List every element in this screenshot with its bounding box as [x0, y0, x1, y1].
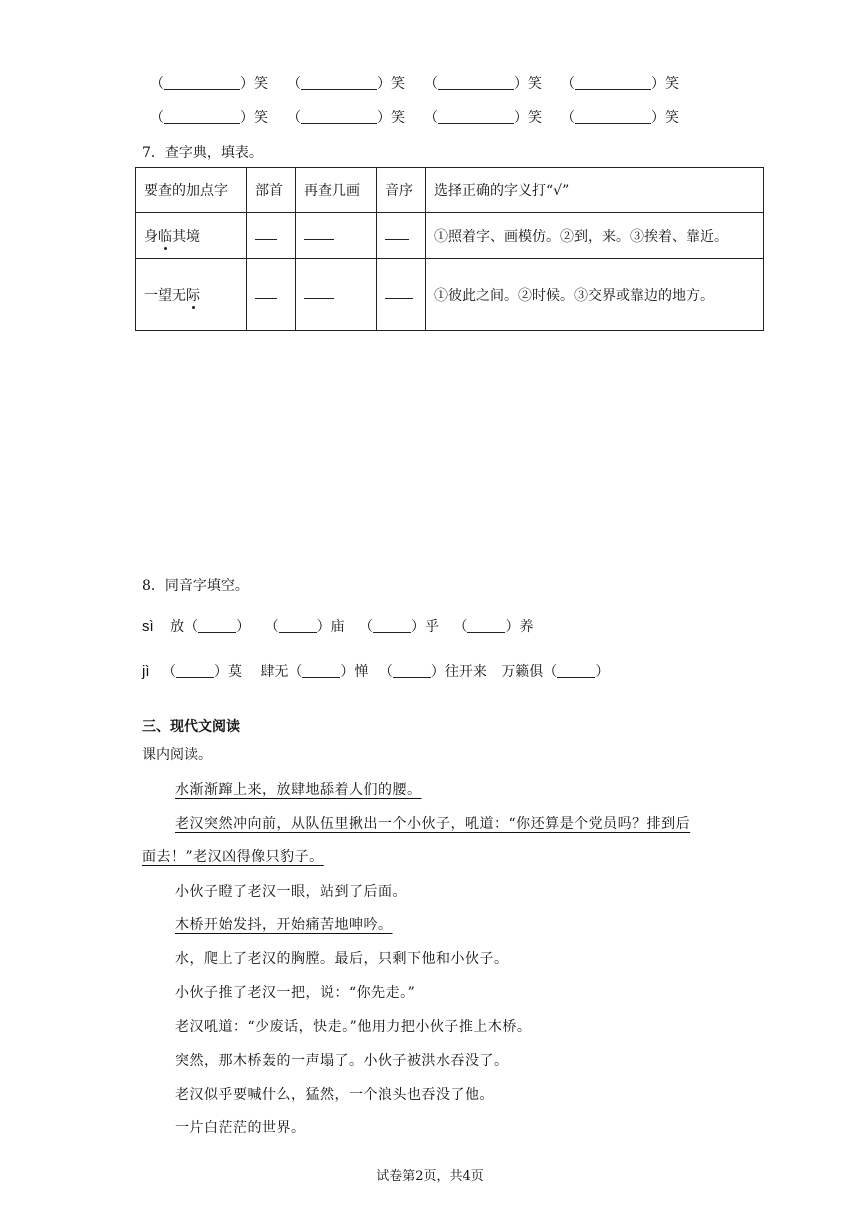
strokes-cell[interactable] — [296, 259, 377, 331]
answer-blank[interactable] — [164, 109, 240, 124]
q8-title: 8．同音字填空。 — [142, 578, 249, 594]
passage-paragraph: 突然，那木桥轰的一声塌了。小伙子被洪水吞没了。 — [175, 1053, 509, 1069]
passage-paragraph: 面去！”老汉凶得像只豹子。 — [142, 849, 324, 865]
word-cell: 一望无际 — [136, 259, 247, 331]
answer-blank[interactable] — [575, 109, 651, 124]
page-footer: 试卷第2页，共4页 — [376, 1169, 484, 1184]
passage-paragraph: 老汉似乎要喊什么，猛然，一个浪头也吞没了他。 — [175, 1087, 494, 1103]
passage-paragraph: 老汉突然冲向前，从队伍里揪出一个小伙子，吼道：“你还算是个党员吗？排到后 — [175, 816, 691, 832]
answer-blank[interactable] — [438, 75, 514, 90]
radical-cell[interactable] — [247, 213, 296, 259]
pinyin-label: jì — [142, 663, 150, 680]
answer-blank[interactable] — [164, 75, 240, 90]
laugh-blank-item: （ ）笑 — [424, 110, 542, 126]
answer-blank[interactable] — [304, 227, 334, 240]
passage-paragraph: 水渐渐蹿上来，放肆地舔着人们的腰。 — [175, 782, 422, 798]
answer-blank[interactable] — [467, 618, 505, 633]
table-row — [136, 259, 764, 331]
answer-blank[interactable] — [255, 227, 277, 240]
header-cell: 再查几画 — [296, 168, 377, 213]
answer-blank[interactable] — [279, 618, 317, 633]
header-cell: 选择正确的字义打“√” — [426, 168, 764, 213]
answer-blank[interactable] — [301, 109, 377, 124]
answer-blank[interactable] — [198, 618, 236, 633]
laugh-blank-item: （ ）笑 — [287, 76, 405, 92]
answer-blank[interactable] — [557, 663, 595, 678]
passage-paragraph: 一片白茫茫的世界。 — [175, 1120, 306, 1136]
answer-blank[interactable] — [301, 75, 377, 90]
answer-blank[interactable] — [373, 618, 411, 633]
meanings-cell[interactable]: ①彼此之间。②时候。③交界或靠边的地方。 — [426, 259, 764, 331]
table-row — [136, 213, 764, 259]
laugh-blank-item: （ ）笑 — [424, 76, 542, 92]
strokes-cell[interactable] — [296, 213, 377, 259]
passage-paragraph: 小伙子瞪了老汉一眼，站到了后面。 — [175, 884, 407, 900]
initial-cell[interactable] — [377, 213, 426, 259]
laugh-blank-item: （ ）笑 — [561, 76, 679, 92]
q8-si-row: sì 放（ ） （ ）庙 （ ）乎 （ ）养 — [142, 618, 534, 635]
passage-paragraph: 小伙子推了老汉一把，说：“你先走。” — [175, 985, 416, 1001]
word-cell: 身临其境 — [136, 213, 247, 259]
q7-title: 7．查字典，填表。 — [142, 145, 263, 161]
laugh-blank-item: （ ）笑 — [150, 110, 268, 126]
laugh-blank-item: （ ）笑 — [561, 110, 679, 126]
passage-paragraph: 水，爬上了老汉的胸膛。最后，只剩下他和小伙子。 — [175, 951, 509, 967]
header-cell: 要查的加点字 — [136, 168, 247, 213]
header-cell: 音序 — [377, 168, 426, 213]
answer-blank[interactable] — [393, 663, 431, 678]
table-header-row — [136, 168, 764, 213]
answer-blank[interactable] — [176, 663, 214, 678]
header-cell: 部首 — [247, 168, 296, 213]
dotted-char: 临 — [158, 226, 172, 246]
answer-blank[interactable] — [304, 286, 334, 299]
section-title: 三、现代文阅读 — [142, 719, 240, 735]
answer-blank[interactable] — [438, 109, 514, 124]
laugh-row-1 — [150, 73, 698, 93]
meanings-cell[interactable]: ①照着字、画模仿。②到，来。③挨着、靠近。 — [426, 213, 764, 259]
laugh-row-2 — [150, 107, 698, 127]
dictionary-table — [135, 167, 764, 331]
answer-blank[interactable] — [385, 286, 413, 299]
laugh-blank-item: （ ）笑 — [287, 110, 405, 126]
passage-paragraph: 木桥开始发抖，开始痛苦地呻吟。 — [175, 917, 393, 933]
answer-blank[interactable] — [385, 227, 409, 240]
radical-cell[interactable] — [247, 259, 296, 331]
answer-blank[interactable] — [575, 75, 651, 90]
initial-cell[interactable] — [377, 259, 426, 331]
q8-ji-row: jì （ ）莫 肆无（ ）惮 （ ）往开来 万籁俱（ ） — [142, 663, 610, 680]
pinyin-label: sì — [142, 618, 154, 635]
passage-paragraph: 老汉吼道：“少废话，快走。”他用力把小伙子推上木桥。 — [175, 1019, 532, 1035]
section-subtitle: 课内阅读。 — [142, 747, 212, 763]
laugh-blank-item: （ ）笑 — [150, 76, 268, 92]
dotted-char: 际 — [186, 285, 200, 305]
answer-blank[interactable] — [255, 286, 277, 299]
answer-blank[interactable] — [302, 663, 340, 678]
